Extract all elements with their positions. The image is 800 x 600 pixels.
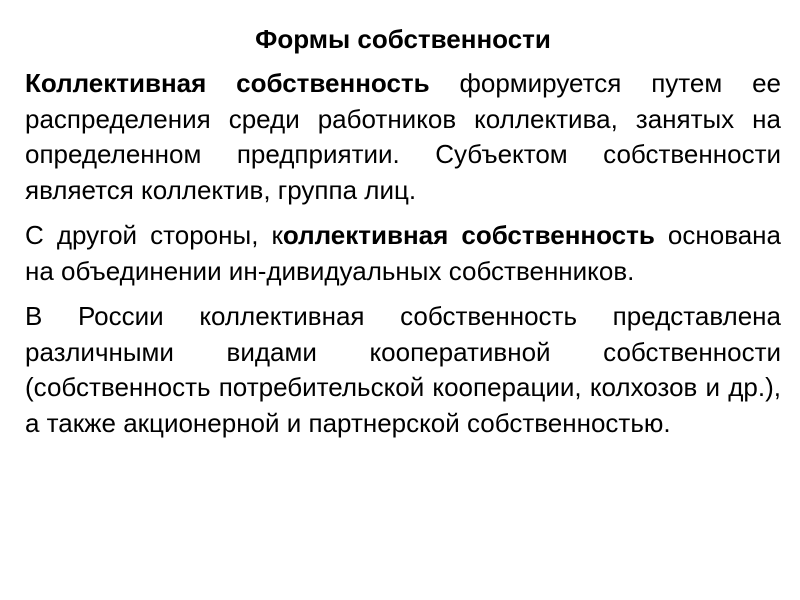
paragraph-1-text: формируется путем ее распределения среди работников коллектива, занятых на определенном предприятии. Субъектом собственности является коллектив, группа лиц.	[25, 68, 781, 205]
paragraph-2-lead: С другой стороны, к	[25, 220, 283, 250]
term-collective-property: Коллективная собственность	[25, 68, 430, 98]
paragraph-collective-definition	[25, 66, 781, 208]
paragraph-3-text: В России коллективная собственность представлена различными видами кооперативной собственности (собственность потребительской кооперации, колхозов и др.), а также акционерной и партнерской собственностью.	[25, 301, 781, 438]
paragraph-other-side	[25, 218, 781, 289]
slide-title: Формы собственности	[255, 24, 551, 54]
paragraph-russia	[25, 299, 781, 441]
term-collective-property-2: оллективная собственность	[282, 220, 655, 250]
paragraph-2-text: основана на объединении ин-дивидуальных собственников.	[25, 220, 781, 286]
